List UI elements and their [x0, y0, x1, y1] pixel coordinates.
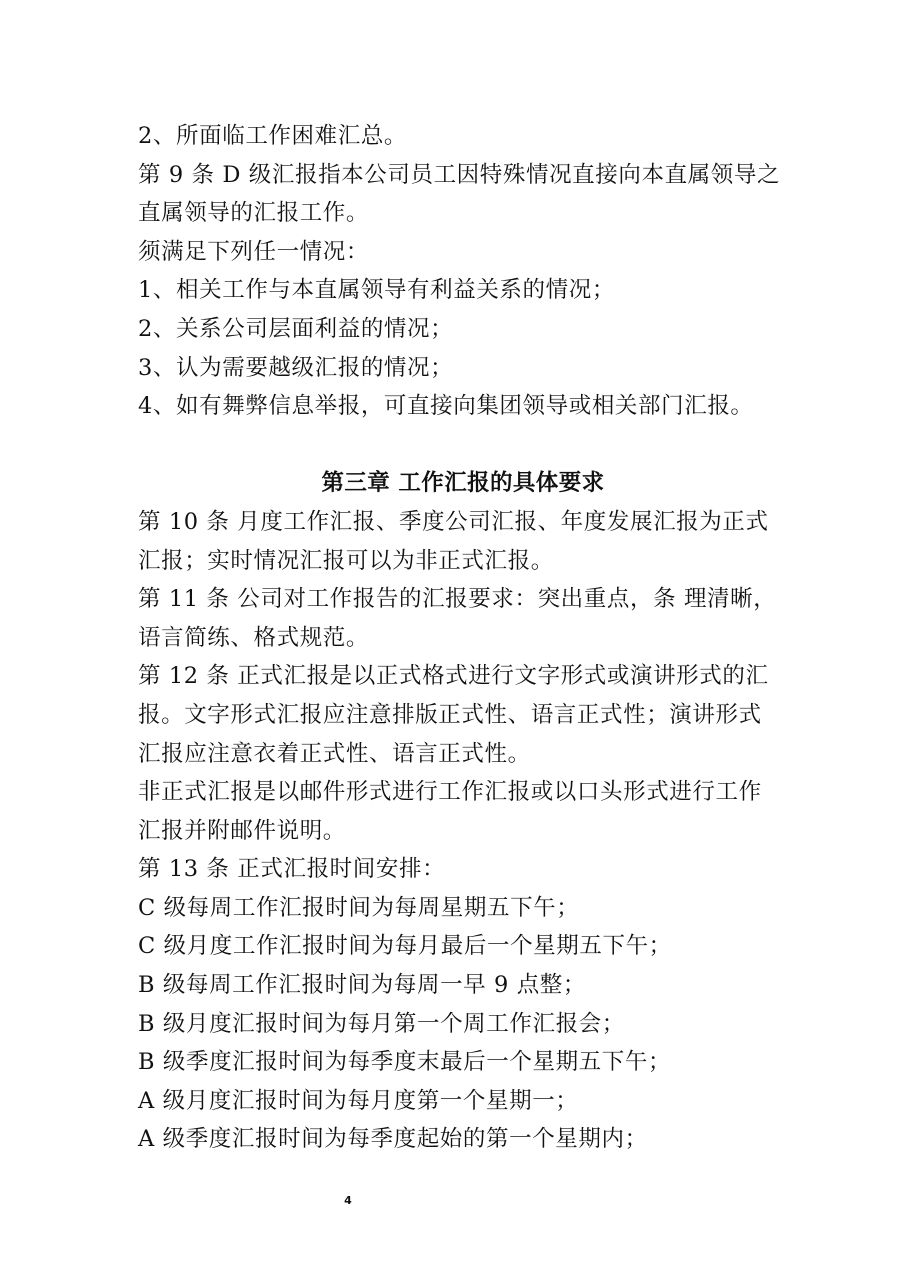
text-line: 汇报并附邮件说明。 [138, 817, 346, 844]
article-12-line-3: 汇报应注意衣着正式性、语言正式性。 [138, 740, 531, 767]
list-item: 2、关系公司层面利益的情况； [138, 315, 454, 342]
schedule-item: C 级每周工作汇报时间为每周星期五下午； [138, 894, 580, 921]
article-11-line-2: 语言简练、格式规范。 [138, 624, 370, 651]
article-12-line-2: 报。文字形式汇报应注意排版正式性、语言正式性；演讲形式 [138, 701, 762, 728]
article-12-line-1: 第 12 条 正式汇报是以正式格式进行文字形式或演讲形式的汇 [138, 663, 769, 690]
chapter-heading: 第三章 工作汇报的具体要求 [321, 470, 605, 497]
article-10-line-2: 汇报；实时情况汇报可以为非正式汇报。 [138, 547, 554, 574]
list-item: 4、如有舞弊信息举报，可直接向集团领导或相关部门汇报。 [138, 393, 754, 420]
schedule-item: C 级月度工作汇报时间为每月最后一个星期五下午； [138, 933, 672, 960]
schedule-item: B 级季度汇报时间为每季度末最后一个星期五下午； [138, 1049, 672, 1076]
article-9-line-2: 直属领导的汇报工作。 [138, 200, 370, 227]
list-item: 3、认为需要越级汇报的情况； [138, 354, 454, 381]
text-line: 须满足下列任一情况： [138, 238, 370, 265]
list-item: 1、相关工作与本直属领导有利益关系的情况； [138, 277, 615, 304]
article-10-line-1: 第 10 条 月度工作汇报、季度公司汇报、年度发展汇报为正式 [138, 508, 769, 535]
schedule-item: B 级月度汇报时间为每月第一个周工作汇报会； [138, 1010, 625, 1037]
document-body [138, 117, 781, 1159]
article-11-line-1: 第 11 条 公司对工作报告的汇报要求：突出重点，条 理清晰， [138, 586, 777, 613]
text-line: 2、所面临工作困难汇总。 [138, 123, 408, 149]
schedule-item: B 级每周工作汇报时间为每周一早 9 点整； [138, 972, 587, 999]
paragraph-spacer [138, 426, 778, 465]
text-line: 非正式汇报是以邮件形式进行工作汇报或以口头形式进行工作 [138, 779, 762, 806]
schedule-item: A 级月度汇报时间为每月度第一个星期一； [138, 1087, 579, 1114]
article-9-line-1: 第 9 条 D 级汇报指本公司员工因特殊情况直接向本直属领导之 [138, 161, 781, 188]
article-13-line: 第 13 条 正式汇报时间安排： [138, 856, 446, 883]
page-number: 4 [344, 1194, 352, 1207]
schedule-item: A 级季度汇报时间为每季度起始的第一个星期内； [138, 1126, 648, 1153]
